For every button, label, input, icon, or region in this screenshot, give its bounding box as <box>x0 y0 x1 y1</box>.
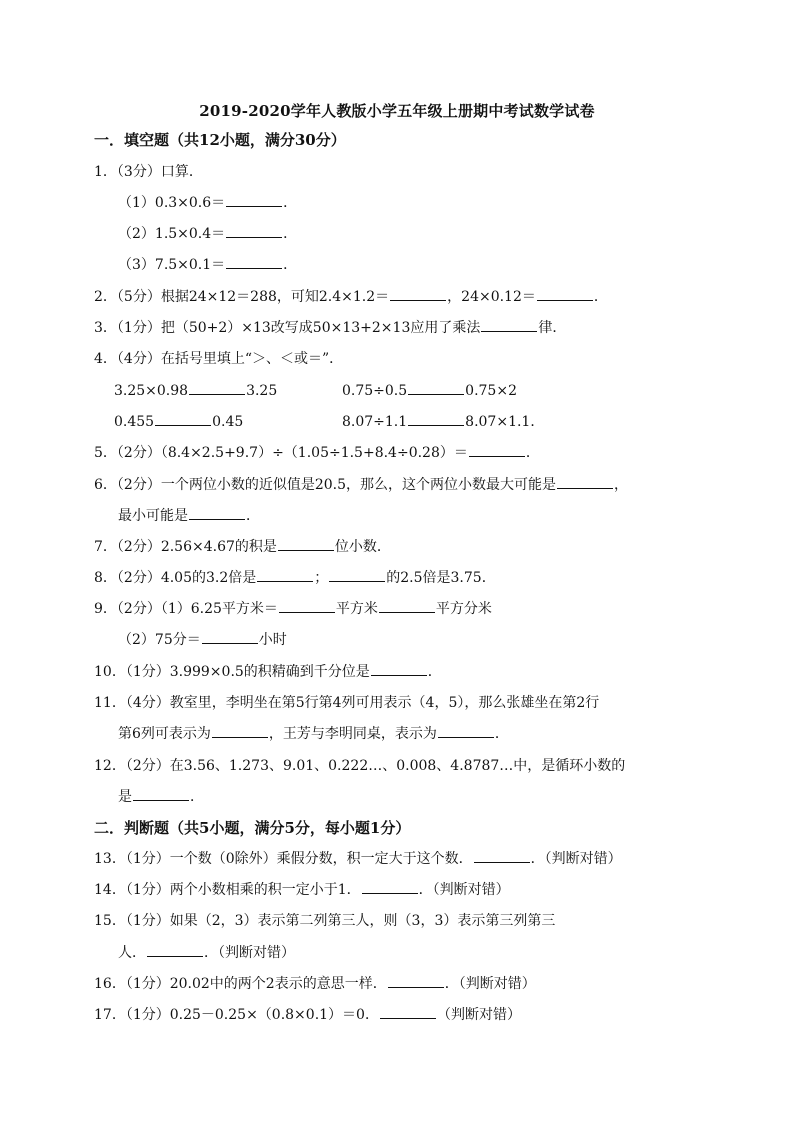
question-4-stem: 4．（4分）在括号里填上“＞、＜或＝”． <box>94 351 344 367</box>
q9-end: 平方分米 <box>435 601 492 617</box>
answer-blank[interactable] <box>212 725 268 738</box>
q1-part3-text: （3）7.5×0.1＝ <box>118 257 226 273</box>
q13-end: ．（判断对错） <box>530 851 622 867</box>
question-6-line-1 <box>94 476 628 494</box>
q6-text: 6．（2分）一个两位小数的近似值是20.5，那么，这个两位小数最大可能是 <box>94 477 556 493</box>
q11-text-3: ，王芳与李明同桌，表示为 <box>268 726 437 742</box>
question-12-line-2 <box>118 788 204 806</box>
q1-part1-end: ． <box>283 195 298 211</box>
question-8 <box>94 569 496 587</box>
question-10 <box>94 663 442 681</box>
q12-text-2: 是 <box>118 789 132 805</box>
q4-r1c: 0.75÷0.5 <box>342 383 408 399</box>
question-16 <box>94 975 536 993</box>
answer-blank[interactable] <box>226 256 282 269</box>
question-1-part-1 <box>118 194 297 212</box>
answer-blank[interactable] <box>474 850 530 863</box>
question-11-line-1: 11．（4分）教室里，李明坐在第5行第4列可用表示（4，5），那么张雄坐在第2行 <box>94 695 600 711</box>
answer-blank[interactable] <box>469 444 525 457</box>
q4-compare-1 <box>114 382 277 400</box>
answer-blank[interactable] <box>362 881 418 894</box>
q6-end: ， <box>614 477 628 493</box>
q4-compare-2 <box>342 382 517 400</box>
question-9-line-2 <box>118 631 287 649</box>
answer-blank[interactable] <box>380 1006 436 1019</box>
q4-r2c: 8.07÷1.1 <box>342 414 408 430</box>
q4-r2a: 0.455 <box>114 414 155 430</box>
question-14 <box>94 881 510 899</box>
question-12-line-1: 12．（2分）在3.56、1.273、9.01、0.222…、0.008、4.8787…中，是循环小数的 <box>94 758 626 774</box>
q4-r1d: 0.75×2 <box>465 383 517 399</box>
q4-compare-3 <box>114 413 243 431</box>
q7-end: 位小数． <box>334 539 391 555</box>
question-1-stem: 1．（3分）口算． <box>94 164 203 180</box>
q4-r2b: 0.45 <box>212 414 244 430</box>
q3-end: 律． <box>538 320 567 336</box>
answer-blank[interactable] <box>379 600 435 613</box>
q5-text: 5．（2分）（8.4×2.5+9.7）÷（1.05÷1.5+8.4÷0.28）＝ <box>94 445 468 461</box>
question-1-part-2 <box>118 225 297 243</box>
question-13 <box>94 850 622 868</box>
q4-r2d: 8.07×1.1． <box>465 414 545 430</box>
answer-blank[interactable] <box>388 975 444 988</box>
question-11-line-2 <box>118 725 509 743</box>
q14-end: ．（判断对错） <box>418 882 510 898</box>
answer-blank[interactable] <box>189 507 245 520</box>
answer-blank[interactable] <box>257 569 313 582</box>
q1-part2-text: （2）1.5×0.4＝ <box>118 226 226 242</box>
q12-end: ． <box>190 789 204 805</box>
answer-blank[interactable] <box>133 788 189 801</box>
answer-blank[interactable] <box>329 569 385 582</box>
answer-blank[interactable] <box>537 288 593 301</box>
answer-blank[interactable] <box>371 663 427 676</box>
answer-blank[interactable] <box>390 288 446 301</box>
q11-end: ． <box>494 726 509 742</box>
q15-text-2: 人． <box>118 945 146 961</box>
q6-text-2: 最小可能是 <box>118 508 188 524</box>
q16-end: ．（判断对错） <box>444 976 536 992</box>
answer-blank[interactable] <box>408 413 464 426</box>
q4-compare-4 <box>342 413 544 431</box>
exam-title: 2019-2020学年人教版小学五年级上册期中考试数学试卷 <box>199 102 595 120</box>
question-6-line-2 <box>118 507 260 525</box>
q1-part2-end: ． <box>283 226 298 242</box>
q9-text: 9．（2分）（1）6.25平方米＝ <box>94 601 278 617</box>
answer-blank[interactable] <box>438 725 494 738</box>
q17-end: （判断对错） <box>436 1007 521 1023</box>
q3-text: 3．（1分）把（50+2）×13改写成50×13+2×13应用了乘法 <box>94 320 481 336</box>
answer-blank[interactable] <box>278 538 334 551</box>
q16-text: 16．（1分）20.02中的两个2表示的意思一样． <box>94 976 387 992</box>
q13-text: 13．（1分）一个数（0除外）乘假分数，积一定大于这个数． <box>94 851 473 867</box>
question-17 <box>94 1006 521 1024</box>
q2-text-2: ，24×0.12＝ <box>447 289 536 305</box>
q8-text-2: ； <box>314 570 329 586</box>
q11-text-2: 第6列可表示为 <box>118 726 211 742</box>
question-5 <box>94 444 540 462</box>
q5-end: ． <box>525 445 540 461</box>
q4-r1a: 3.25×0.98 <box>114 383 189 399</box>
q4-r1b: 3.25 <box>246 383 278 399</box>
answer-blank[interactable] <box>279 600 335 613</box>
q6-end-2: ． <box>246 508 260 524</box>
question-7 <box>94 538 391 556</box>
q1-part1-text: （1）0.3×0.6＝ <box>118 195 226 211</box>
q2-end: ． <box>593 289 608 305</box>
question-3 <box>94 319 566 337</box>
question-15-line-2 <box>118 944 295 962</box>
question-9-line-1 <box>94 600 492 618</box>
q9-subend: 小时 <box>258 632 287 648</box>
answer-blank[interactable] <box>147 944 203 957</box>
q14-text: 14．（1分）两个小数相乘的积一定小于1． <box>94 882 361 898</box>
q9-text-2: 平方米 <box>335 601 378 617</box>
q7-text: 7．（2分）2.56×4.67的积是 <box>94 539 277 555</box>
answer-blank[interactable] <box>408 382 464 395</box>
question-1-part-3 <box>118 256 297 274</box>
q8-text: 8．（2分）4.05的3.2倍是 <box>94 570 257 586</box>
q1-part3-end: ． <box>283 257 298 273</box>
answer-blank[interactable] <box>226 194 282 207</box>
q8-end: 的2.5倍是3.75． <box>386 570 496 586</box>
section-1-heading: 一．填空题（共12小题，满分30分） <box>94 131 346 149</box>
question-15-line-1: 15．（1分）如果（2，3）表示第二列第三人，则（3，3）表示第三列第三 <box>94 913 556 929</box>
q9-sub: （2）75分＝ <box>118 632 201 648</box>
q15-end: ．（判断对错） <box>204 945 295 961</box>
answer-blank[interactable] <box>557 476 613 489</box>
answer-blank[interactable] <box>189 382 245 395</box>
answer-blank[interactable] <box>481 319 537 332</box>
q17-text: 17．（1分）0.25－0.25×（0.8×0.1）＝0． <box>94 1007 379 1023</box>
q10-text: 10．（1分）3.999×0.5的积精确到千分位是 <box>94 664 370 680</box>
answer-blank[interactable] <box>226 225 282 238</box>
question-2 <box>94 288 608 306</box>
answer-blank[interactable] <box>155 413 211 426</box>
q2-text-1: 2．（5分）根据24×12＝288，可知2.4×1.2＝ <box>94 289 390 305</box>
section-2-heading: 二．判断题（共5小题，满分5分，每小题1分） <box>94 819 411 837</box>
q10-end: ． <box>427 664 442 680</box>
answer-blank[interactable] <box>202 631 258 644</box>
